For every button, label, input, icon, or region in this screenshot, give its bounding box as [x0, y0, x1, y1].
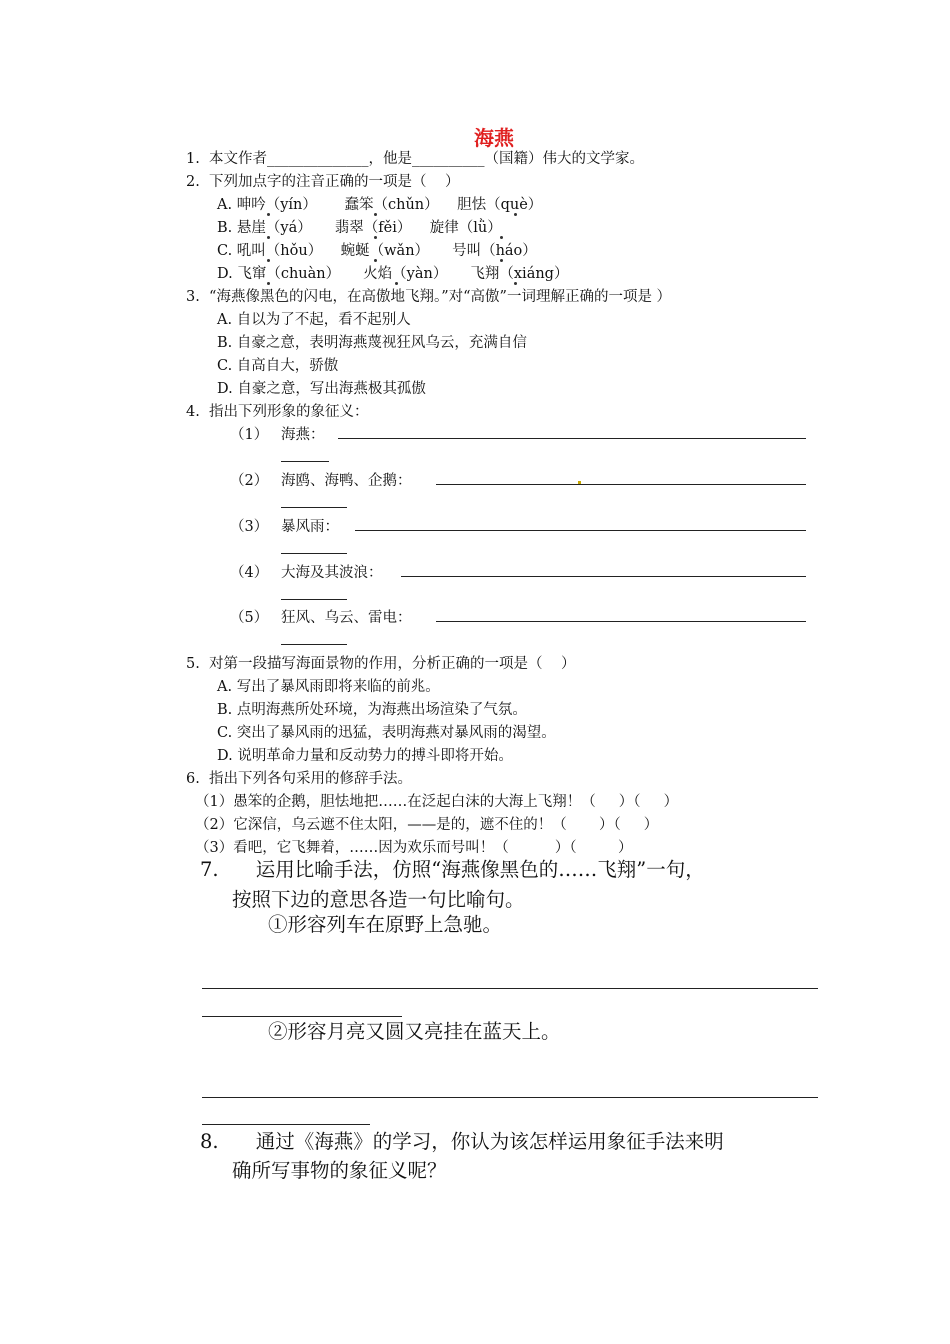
emphasis-dot: [374, 213, 377, 216]
question-2-option-c: C. 吼叫（hǒu） 蜿蜒（wǎn） 号叫（háo）: [217, 243, 537, 259]
answer-line: [401, 576, 806, 577]
emphasis-dot: [500, 236, 503, 239]
answer-line: [436, 621, 806, 622]
symbol-item-1-number: （1）: [230, 427, 269, 443]
answer-line: [338, 438, 806, 439]
question-3-option-a: A. 自以为了不起，看不起别人: [217, 312, 411, 328]
symbol-item-2-number: （2）: [230, 473, 269, 489]
question-2-stem: 2. 下列加点字的注音正确的一项是（ ）: [186, 174, 460, 190]
answer-line: [281, 461, 329, 462]
question-7-stem-line-1: 7. 运用比喻手法，仿照“海燕像黑色的……飞翔”一句，: [200, 858, 705, 881]
emphasis-dot: [374, 236, 377, 239]
question-6-stem: 6. 指出下列各句采用的修辞手法。: [186, 771, 413, 787]
answer-line: [281, 599, 347, 600]
question-2-option-a: A. 呻吟（yín） 蠢笨（chǔn） 胆怯（què）: [217, 197, 543, 213]
answer-line: [281, 507, 347, 508]
stray-mark: [578, 481, 581, 484]
symbol-item-3-label: 暴风雨：: [281, 519, 339, 535]
question-2-option-b: B. 悬崖（yá） 翡翠（fěi） 旋律（lǜ）: [217, 220, 502, 236]
question-1: 1. 本文作者______________，他是__________（国籍）伟大的文学家。: [186, 151, 645, 167]
question-3-option-d: D. 自豪之意，写出海燕极其孤傲: [217, 381, 426, 397]
symbol-item-1-label: 海燕：: [281, 427, 325, 443]
symbol-item-4-label: 大海及其波浪：: [281, 565, 383, 581]
answer-line: [202, 1097, 818, 1098]
emphasis-dot: [267, 236, 270, 239]
question-8-stem-line-2: 确所写事物的象征义呢？: [232, 1159, 447, 1182]
symbol-item-3-number: （3）: [230, 519, 269, 535]
emphasis-dot: [267, 259, 270, 262]
question-5-option-b: B. 点明海燕所处环境，为海燕出场渲染了气氛。: [217, 702, 527, 718]
question-4-stem: 4. 指出下列形象的象征义：: [186, 404, 369, 420]
question-7-item-2: ②形容月亮又圆又亮挂在蓝天上。: [268, 1020, 561, 1043]
question-2-option-d: D. 飞窜（chuàn） 火焰（yàn） 飞翔（xiáng）: [217, 266, 569, 282]
answer-line: [202, 988, 818, 989]
emphasis-dot: [374, 259, 377, 262]
emphasis-dot: [395, 282, 398, 285]
question-8-stem-line-1: 8. 通过《海燕》的学习，你认为该怎样运用象征手法来明: [200, 1130, 724, 1153]
answer-line: [436, 484, 806, 485]
question-5-stem: 5. 对第一段描写海面景物的作用，分析正确的一项是（ ）: [186, 656, 576, 672]
answer-line: [281, 553, 347, 554]
emphasis-dot: [514, 282, 517, 285]
symbol-item-4-number: （4）: [230, 565, 269, 581]
question-5-option-a: A. 写出了暴风雨即将来临的前兆。: [217, 679, 440, 695]
question-3-stem: 3. “海燕像黑色的闪电，在高傲地飞翔。”对“高傲”一词理解正确的一项是 ）: [186, 289, 672, 305]
question-6-sentence-2: （2）它深信，乌云遮不住太阳，——是的，遮不住的！（ ）（ ）: [195, 817, 659, 833]
emphasis-dot: [267, 213, 270, 216]
emphasis-dot: [514, 213, 517, 216]
symbol-item-5-label: 狂风、乌云、雷电：: [281, 610, 412, 626]
answer-line: [355, 530, 806, 531]
symbol-item-2-label: 海鸥、海鸭、企鹅：: [281, 473, 412, 489]
question-3-option-c: C. 自高自大，骄傲: [217, 358, 339, 374]
question-6-sentence-3: （3）看吧，它飞舞着，……因为欢乐而号叫！（ ）（ ）: [195, 840, 633, 856]
question-7-stem-line-2: 按照下边的意思各造一句比喻句。: [232, 888, 525, 911]
symbol-item-5-number: （5）: [230, 610, 269, 626]
emphasis-dot: [267, 282, 270, 285]
answer-line: [281, 644, 347, 645]
question-5-option-d: D. 说明革命力量和反动势力的搏斗即将开始。: [217, 748, 513, 764]
question-3-option-b: B. 自豪之意，表明海燕蔑视狂风乌云，充满自信: [217, 335, 527, 351]
answer-line: [202, 1124, 370, 1125]
question-6-sentence-1: （1）愚笨的企鹅，胆怯地把……在泛起白沫的大海上飞翔！（ ）（ ）: [195, 794, 679, 810]
page-title: 海燕: [474, 126, 514, 150]
emphasis-dot: [500, 259, 503, 262]
question-5-option-c: C. 突出了暴风雨的迅猛，表明海燕对暴风雨的渴望。: [217, 725, 556, 741]
question-7-item-1: ①形容列车在原野上急驰。: [268, 913, 503, 936]
